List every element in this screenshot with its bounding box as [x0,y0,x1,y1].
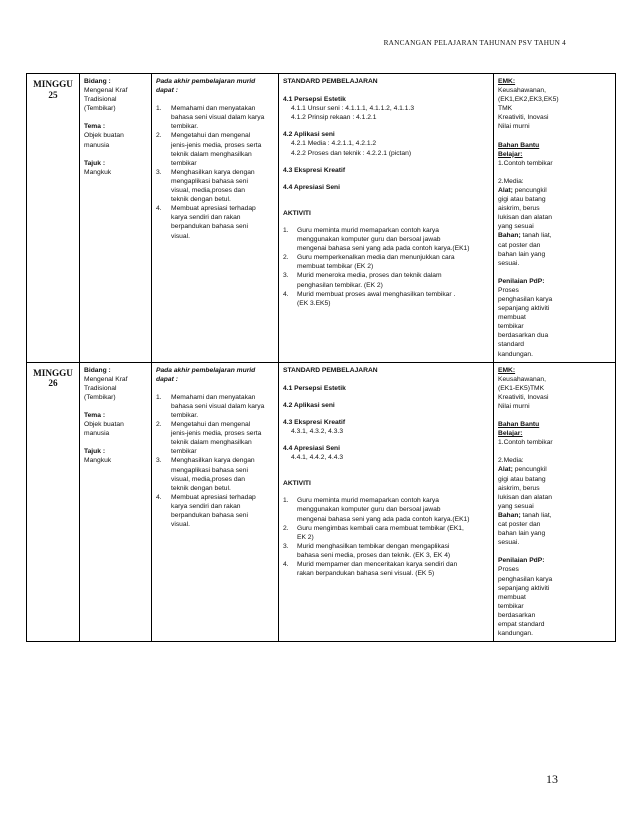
bahan-line: bahan lain yang [498,250,546,258]
text-line: kandungan. [498,350,533,358]
text-line: tembikar [171,159,197,167]
sp-sub-item: 4.3.1, 4.3.2, 4.3.3 [291,428,344,435]
objective-item [156,420,274,456]
activity-item [283,290,489,308]
objective-intro [156,366,274,384]
sp-item-title: 4.2 Aplikasi seni [283,131,335,139]
text-line: mengenai bahasa seni yang ada pada contoh karya.(EK1) [297,245,470,253]
alat-line: yang sesuai [498,223,534,231]
text-line: tembikar [171,448,197,456]
bahan-label: Bahan; [498,511,521,519]
sp-title: STANDARD PEMBELAJARAN [283,78,378,85]
sp-title: STANDARD PEMBELAJARAN [283,366,378,374]
page-header: RANCANGAN PELAJARAN TAHUNAN PSV TAHUN 4 [383,38,566,47]
alat-line: pencungkil [512,466,547,474]
bahan-alat [498,186,611,195]
text-line: (Tembikar) [84,105,116,113]
text-line: Tradisional [84,384,117,392]
week-number: 25 [48,89,58,100]
text-line: TMK [498,105,513,113]
text-line: Pada akhir pembelajaran murid [156,78,256,85]
activity-item [283,253,489,271]
text-line: tembikar [498,323,524,331]
text-line: manusia [84,141,110,149]
alat-line: yang sesuai [498,502,534,510]
bahan-line: tanah liat, [520,232,552,240]
bahan-title-2: Belajar: [498,430,523,438]
objective-number: 3. [156,457,162,465]
objective-number: 3. [156,168,162,176]
activity-number: 2. [283,524,289,532]
objective-item [156,204,274,240]
text-line: Guru meminta murid memaparkan contoh karya [297,497,439,505]
bahan-media-label: 2.Media: [498,177,524,185]
aktiviti-title: AKTIVITI [283,209,311,217]
text-line: membuat [498,593,526,601]
activity-number: 4. [283,290,289,298]
resources-cell [494,362,616,642]
text-line: Murid mempamer dan menceritakan karya sendiri dan [297,561,458,569]
activity-number: 3. [283,542,289,550]
week-cell [27,362,80,642]
objective-number: 1. [156,105,162,113]
text-line: Keusahawanan, [498,87,546,95]
alat-line: aiskrim, berus [498,205,540,213]
bidang-label: Bidang : [84,366,111,374]
text-line: mengaplikasi bahasa seni [171,177,248,185]
alat-line: gigi atau batang [498,196,546,204]
bahan-line: sesuai. [498,259,520,267]
activity-item [283,271,489,289]
text-line: visual. [171,521,190,529]
objective-item [156,104,274,131]
bahan-bahan [498,511,611,520]
bahan-alat [498,465,611,474]
activity-item [283,524,489,542]
activity-number: 3. [283,272,289,280]
text-line: Mengetahui dan mengenal [171,132,251,140]
objective-item [156,168,274,204]
objective-number: 1. [156,393,162,401]
text-line: tembikar. [171,412,199,419]
text-line: Menghasilkan karya dengan [171,168,255,176]
tema-label: Tema : [84,123,106,131]
sp-item-title: 4.4 Apresiasi Seni [283,445,340,453]
objective-number: 4. [156,493,162,501]
text-line: bahasa seni visual dalam karya [171,402,265,410]
text-line: visual, media,proses dan [171,187,245,195]
alat-label: Alat; [498,466,513,474]
week-row [27,74,616,363]
bahan-line: tanah liat, [520,511,552,519]
text-line: berpandukan bahasa seni [171,512,248,520]
aktiviti-title: AKTIVITI [283,480,311,488]
bahan-title-2: Belajar: [498,150,523,158]
text-line: menggunakan komputer guru dan bersoal jawab [297,506,441,514]
tajuk-value: Mangkuk [84,168,112,176]
text-line: jenis-jenis media, proses serta [171,141,262,149]
week-number: 26 [48,378,58,389]
tajuk-label: Tajuk : [84,159,106,167]
emk-title: EMK: [498,78,516,85]
sp-item-title: 4.3 Ekspresi Kreatif [283,418,346,426]
activity-number: 1. [283,497,289,505]
text-line: Nilai murni [498,123,530,131]
text-line: karya sendiri dan rakan [171,502,241,510]
bahan-media-label: 2.Media: [498,457,524,465]
emk-title: EMK: [498,366,516,374]
bahan-item-1: 1.Contoh tembikar [498,159,553,167]
sp-item-title: 4.4 Apresiasi Seni [283,183,340,191]
text-line: teknik dengan betul. [171,484,231,492]
sp-item-title: 4.3 Ekspresi Kreatif [283,166,346,174]
text-line: visual. [171,232,190,240]
text-line: Tradisional [84,96,117,104]
text-line: Memahami dan menyatakan [171,105,256,113]
text-line: dapat : [156,87,178,95]
objective-item [156,393,274,420]
tajuk-value: Mangkuk [84,457,112,465]
bahan-item-1: 1.Contoh tembikar [498,439,553,447]
standards-cell [279,362,494,642]
text-line: visual, media,proses dan [171,475,245,483]
text-line: Mengenal Kraf [84,375,128,383]
week-label: MINGGU [33,367,73,378]
text-line: teknik dalam menghasilkan [171,150,252,158]
activity-item [283,226,489,253]
text-line: (EK 3.EK5) [297,299,331,307]
objective-item [156,131,274,167]
text-line: Kreativiti, Inovasi [498,114,549,122]
text-line: Keusahawanan, [498,375,546,383]
sp-sub-item: 4.4.1, 4.4.2, 4.4.3 [291,454,344,462]
text-line: Pada akhir pembelajaran murid [156,366,256,374]
bahan-label: Bahan; [498,232,521,240]
text-line: Membuat apresiasi terhadap [171,493,256,501]
text-line: dapat : [156,375,178,383]
alat-line: lukisan dan alatan [498,214,552,222]
text-line: mengenai bahasa seni yang ada pada contoh karya.(EK1) [297,515,470,523]
alat-label: Alat; [498,186,513,194]
bahan-line: sesuai. [498,539,520,547]
text-line: teknik dalam menghasilkan [171,439,252,447]
alat-line: aiskrim, berus [498,484,540,492]
activity-number: 1. [283,226,289,234]
resources-cell [494,74,616,363]
sp-item-title: 4.1 Persepsi Estetik [283,96,346,104]
sp-sub-item: 4.1.1 Unsur seni : 4.1.1.1, 4.1.1.2, 4.1.1.3 [291,105,415,113]
bidang-label: Bidang : [84,78,111,85]
bahan-title: Bahan Bantu [498,141,540,149]
objective-item [156,456,274,492]
bahan-line: bahan lain yang [498,530,546,538]
text-line: Membuat apresiasi terhadap [171,205,256,213]
text-line: berdasarkan [498,611,536,619]
penilaian-title: Penilaian PdP: [498,557,545,565]
activity-number: 4. [283,561,289,569]
text-line: penghasilan tembikar. (EK 2) [297,281,383,289]
text-line: tembikar. [171,123,199,131]
sp-sub-item: 4.1.2 Prinsip rekaan : 4.1.2.1 [291,114,377,122]
text-line: standard [498,341,525,349]
text-line: Mengetahui dan mengenal [171,421,251,429]
text-line: Proses [498,286,519,294]
text-line: bahasa seni media, proses dan teknik. (EK 3, EK 4) [297,551,451,559]
text-line: Guru memperkenalkan media dan menunjukkan cara [297,254,455,262]
text-line: Kreativiti, Inovasi [498,393,549,401]
text-line: Memahami dan menyatakan [171,393,256,401]
text-line: teknik dengan betul. [171,196,231,204]
text-line: (Tembikar) [84,393,116,401]
text-line: EK 2) [297,533,314,541]
text-line: Guru meminta murid memaparkan contoh karya [297,226,439,234]
text-line: rakan berpandukan bahasa seni visual. (EK 5) [297,570,435,578]
activity-item [283,542,489,560]
text-line: tembikar [498,602,524,610]
tajuk-label: Tajuk : [84,448,106,456]
text-line: penghasilan karya [498,575,553,583]
text-line: menggunakan komputer guru dan bersoal jawab [297,236,441,244]
text-line: manusia [84,430,110,438]
activity-item [283,496,489,523]
text-line: empat standard [498,620,545,628]
text-line: membuat [498,314,526,322]
text-line: Objek buatan [84,421,124,429]
objective-number: 4. [156,205,162,213]
text-line: penghasilan karya [498,295,553,303]
text-line: Nilai murni [498,403,530,410]
text-line: Murid menghasilkan tembikar dengan mengaplikasi [297,542,450,550]
activity-item [283,560,489,578]
sp-item-title: 4.2 Aplikasi seni [283,401,335,409]
text-line: kandungan. [498,630,533,638]
sp-sub-item: 4.2.2 Proses dan teknik : 4.2.2.1 (pictan) [291,149,412,157]
bahan-line: cat poster dan [498,241,541,249]
objective-item [156,493,274,529]
sp-item-title: 4.1 Persepsi Estetik [283,384,346,392]
text-line: sepanjang aktiviti [498,584,550,592]
text-line: (EK1,EK2,EK3,EK5) [498,96,559,104]
objective-intro [156,77,274,95]
text-line: Proses [498,566,519,574]
bahan-title: Bahan Bantu [498,421,540,429]
tema-label: Tema : [84,412,106,419]
week-row [27,362,616,642]
text-line: Murid membuat proses awal menghasilkan tembikar . [297,290,456,298]
text-line: karya sendiri dan rakan [171,214,241,222]
week-cell [27,74,80,363]
objectives-cell [152,362,279,642]
text-line: Menghasilkan karya dengan [171,457,255,465]
page-number: 13 [546,772,558,786]
text-line: sepanjang aktiviti [498,305,550,313]
text-line: jenis-jenis media, proses serta [171,430,262,438]
text-line: bahasa seni visual dalam karya [171,114,265,122]
penilaian-title: Penilaian PdP: [498,277,545,285]
topic-cell [80,362,152,642]
text-line: berpandukan bahasa seni [171,223,248,231]
standards-cell [279,74,494,363]
bahan-line: cat poster dan [498,521,541,529]
objective-number: 2. [156,132,162,140]
objective-number: 2. [156,421,162,429]
text-line: Mengenal Kraf [84,87,128,95]
activity-number: 2. [283,254,289,262]
week-label: MINGGU [33,79,73,89]
sp-sub-item: 4.2.1 Media : 4.2.1.1, 4.2.1.2 [291,140,377,148]
text-line: berdasarkan dua [498,332,549,340]
text-line: membuat tembikar (EK 2) [297,263,374,271]
topic-cell [80,74,152,363]
alat-line: pencungkil [512,186,547,194]
alat-line: lukisan dan alatan [498,493,552,501]
text-line: Objek buatan [84,132,124,140]
text-line: mengaplikasi bahasa seni [171,466,248,474]
bahan-bahan [498,231,611,240]
objectives-cell [152,74,279,363]
text-line: (EK1-EK5)TMK [498,384,545,392]
lesson-plan-table [26,73,616,642]
alat-line: gigi atau batang [498,475,546,483]
text-line: Guru mengimbas kembali cara membuat tembikar (EK1, [297,524,464,532]
text-line: Murid meneroka media, proses dan teknik dalam [297,272,442,280]
